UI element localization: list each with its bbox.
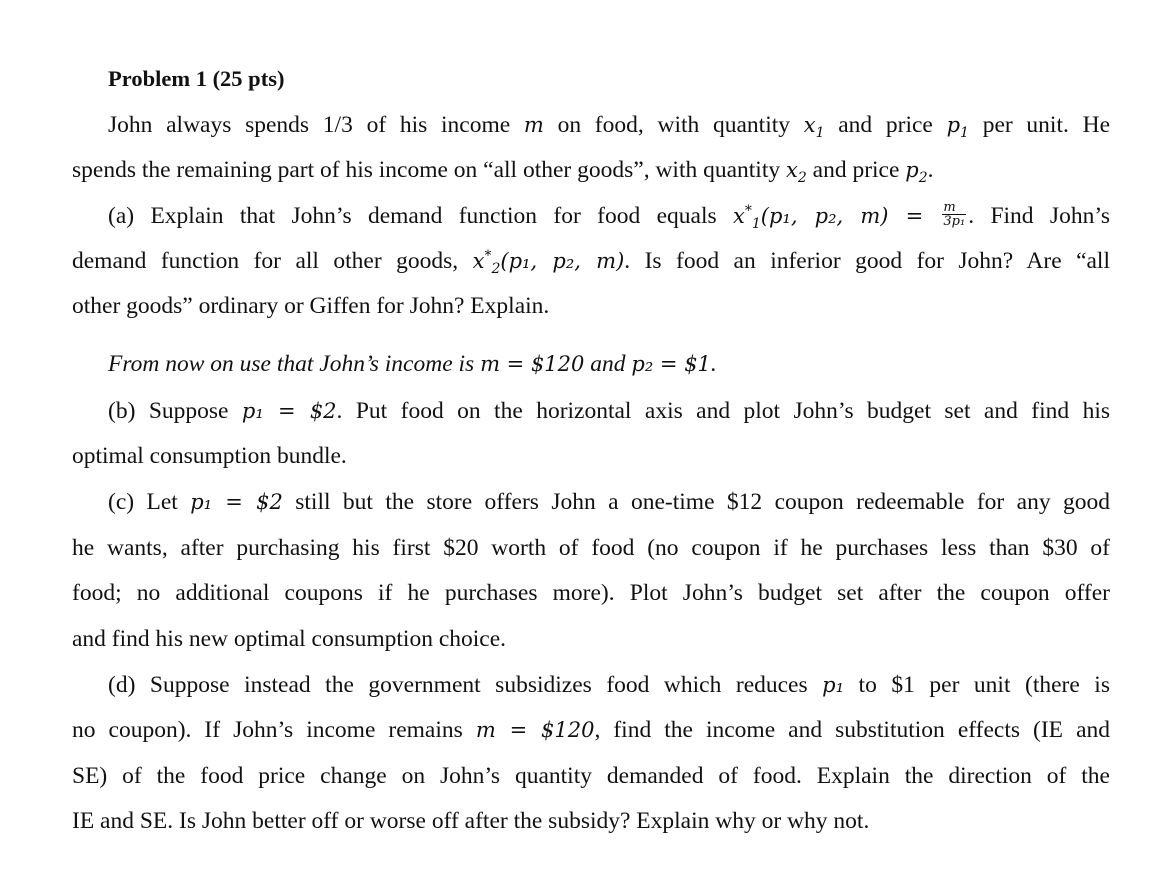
intro-text: John always spends 1/3 of his income — [108, 112, 524, 138]
part-b-line-2: optimal consumption bundle. — [72, 443, 347, 469]
income-note: From now on use that John’s income is m = $120 and p₂ = $1. — [108, 351, 717, 377]
math-p1-2b: p₁ = $2 — [190, 490, 283, 514]
math-p2: $p_2$ — [905, 158, 928, 187]
math-p1-d: p₁ — [822, 673, 845, 697]
part-c-line-3: food; no additional coupons if he purchases more). Plot John’s budget set after the coupon offer — [72, 580, 1110, 606]
intro-text: and price — [806, 157, 906, 183]
math-income: m = $120 — [480, 352, 585, 376]
part-d-line-3: SE) of the food price change on John’s quantity demanded of food. Explain the direction of the — [72, 763, 1110, 789]
math-p1: $p_1$ — [946, 113, 969, 142]
intro-text: spends the remaining part of his income on “all other goods”, with quantity — [72, 157, 786, 183]
math-demand-food: $x^*_1(p_1$, p₂, m) = — [733, 203, 941, 233]
part-a-line-3: other goods” ordinary or Giffen for John? Explain. — [72, 293, 550, 319]
intro-text: per unit. He — [968, 112, 1110, 138]
part-a-line-1 — [108, 201, 1110, 231]
math-m: m — [523, 113, 544, 137]
math-income-d: m = $120 — [475, 718, 595, 742]
part-c-line-4: and find his new optimal consumption choice. — [72, 626, 507, 652]
math-p2-value: p₂ = $1 — [631, 352, 711, 376]
math-x1: $x_1$ — [803, 113, 825, 142]
part-a-text: demand function for all other goods, — [72, 248, 473, 274]
math-p1-2: p₁ = $2 — [241, 399, 337, 423]
intro-text: and price — [824, 112, 947, 138]
part-c-line-2: he wants, after purchasing his first $20 worth of food (no coupon if he purchases less than $30 of — [72, 535, 1110, 561]
part-b-line-1: (b) Suppose p₁ = $2. Put food on the horizontal axis and plot John’s budget set and find his — [108, 398, 1110, 424]
math-demand-other: $x^*_2(p_1$, p₂, m) — [472, 248, 625, 278]
part-a-line-2 — [72, 246, 1110, 276]
part-c-line-1: (c) Let p₁ = $2 still but the store offers John a one-time $12 coupon redeemable for any good — [108, 489, 1110, 515]
intro-text: on food, with quantity — [543, 112, 804, 138]
part-a-text: . Find John’s — [968, 203, 1110, 229]
math-x2: $x_2$ — [786, 158, 807, 187]
part-a-text: . Is food an inferior good for John? Are “all — [624, 248, 1110, 274]
part-a-text: (a) Explain that John’s demand function for food equals — [108, 203, 733, 229]
part-d-line-2: no coupon). If John’s income remains m = $120, find the income and substitution effects (IE and — [72, 717, 1110, 743]
part-d-line-1: (d) Suppose instead the government subsidizes food which reduces p₁ to $1 per unit (there is — [108, 672, 1110, 698]
intro-line-1 — [108, 110, 1110, 140]
problem-title: Problem 1 (25 pts) — [108, 66, 285, 91]
fraction-m-over-3p1: $\frac{m}{\text{3p₁}}$ — [943, 200, 966, 230]
intro-line-2: spends the remaining part of his income on “all other goods”, with quantity $x_2$ and price $p_2$. — [72, 157, 934, 187]
part-d-line-4: IE and SE. Is John better off or worse off after the subsidy? Explain why or why not. — [72, 808, 870, 834]
